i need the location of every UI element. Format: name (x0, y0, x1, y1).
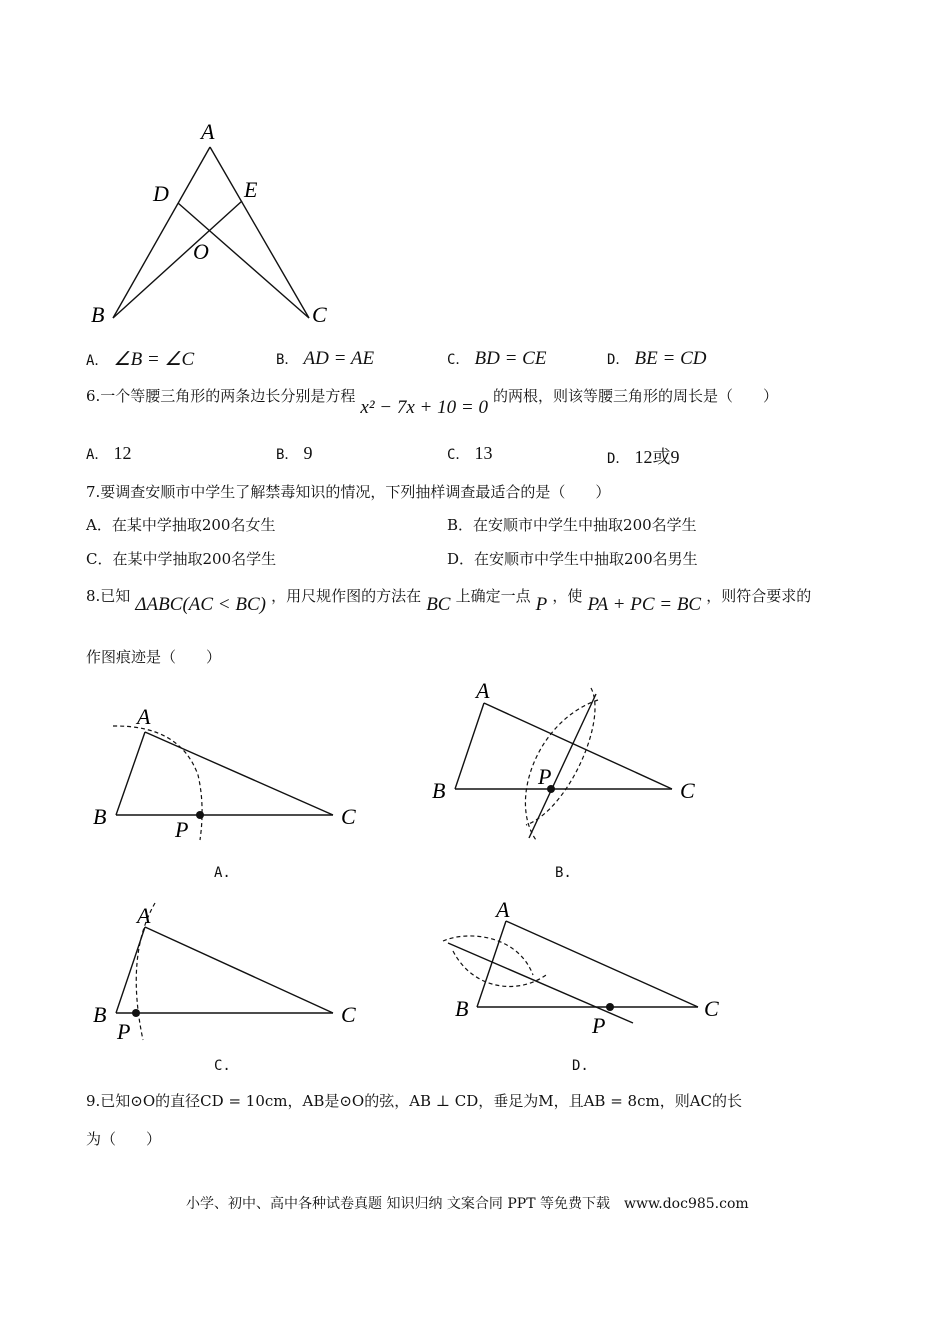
q8-text-1: 8.已知 (86, 587, 131, 605)
q8a-label-A: A (137, 704, 151, 729)
q5-label-E: E (244, 177, 258, 202)
q8-figure-c-caption: C. (214, 1058, 231, 1074)
q9-stem-line1: 9.已知⊙O的直径CD = 10cm，AB是⊙O的弦，AB ⊥ CD，垂足为M，且AB = 8cm，则AC的长 (86, 1092, 743, 1110)
q6-option-d-letter: D． (607, 451, 630, 467)
q6-option-c-value: 13 (474, 443, 493, 463)
q8b-label-B: B (432, 778, 446, 803)
q7-option-b-text: 在安顺市中学生中抽取200名学生 (473, 516, 697, 534)
q6-option-a-letter: A． (86, 447, 109, 463)
q5-label-O: O (193, 239, 209, 264)
q8-figure-b (428, 680, 718, 845)
q9-stem-line2: 为（ ） (86, 1130, 162, 1148)
q6-option-c (447, 443, 493, 464)
q7-option-c-letter: C． (86, 550, 113, 568)
page-footer: 小学、初中、高中各种试卷真题 知识归纳 文案合同 PPT 等免费下载 www.doc985.com (186, 1196, 749, 1212)
q6-prefix: 6.一个等腰三角形的两条边长分别是方程 (86, 387, 356, 405)
q8-stem (86, 585, 812, 615)
q5-option-b-letter: B． (276, 352, 299, 368)
q8c-label-B: B (93, 1002, 107, 1027)
q6-equation: x² − 7x + 10 = 0 (360, 397, 488, 418)
q8a-label-B: B (93, 804, 107, 829)
q8b-label-A: A (476, 680, 490, 703)
q8-stem-line2: 作图痕迹是（ ） (86, 648, 222, 666)
q5-option-c-expr: BD = CE (474, 348, 547, 369)
q5-figure (80, 115, 350, 335)
q5-option-d (607, 348, 706, 370)
q5-label-B: B (91, 302, 105, 327)
q5-label-D: D (153, 181, 169, 206)
q8-figure-c (85, 895, 375, 1045)
q8-math-2: BC (426, 594, 451, 615)
q6-option-d (607, 443, 680, 469)
q8-text-5: ，则符合要求的 (706, 587, 812, 605)
q5-option-a (86, 348, 194, 371)
q5-label-C: C (312, 302, 327, 327)
q6-option-d-value: 12或9 (634, 447, 680, 467)
q5-option-b (276, 348, 374, 370)
q7-option-d-text: 在安顺市中学生中抽取200名男生 (474, 550, 698, 568)
q6-option-a (86, 443, 132, 464)
q6-option-b-value: 9 (303, 443, 313, 463)
q7-option-a (86, 514, 275, 535)
q8-math-3: P (535, 594, 548, 615)
q8a-label-P: P (175, 817, 189, 842)
q8-math-1: ΔABC(AC < BC) (135, 594, 266, 615)
q5-option-d-letter: D． (607, 352, 630, 368)
q6-option-b-letter: B． (276, 447, 299, 463)
q8-figure-d (428, 895, 728, 1045)
q5-option-b-expr: AD = AE (303, 348, 375, 369)
q6-option-a-value: 12 (113, 443, 132, 463)
q6-option-b (276, 443, 313, 464)
q8c-label-A: A (137, 903, 151, 928)
q5-option-d-expr: BE = CD (634, 348, 707, 369)
q8c-label-C: C (341, 1002, 356, 1027)
q8c-label-P: P (117, 1019, 131, 1044)
q5-option-a-expr: ∠B = ∠C (113, 349, 195, 370)
q8-math-4: PA + PC = BC (587, 594, 702, 615)
q8b-label-C: C (680, 778, 695, 803)
q8d-label-C: C (704, 996, 719, 1021)
q7-option-a-text: 在某中学抽取200名女生 (111, 516, 276, 534)
q5-option-c-letter: C． (447, 352, 470, 368)
q8-text-3: 上确定一点 (455, 587, 531, 605)
q8d-label-P: P (592, 1013, 606, 1038)
q8-figure-b-caption: B. (555, 865, 572, 881)
q7-option-d-letter: D． (447, 550, 475, 568)
q6-option-c-letter: C． (447, 447, 470, 463)
q8-text-2: ，用尺规作图的方法在 (271, 587, 422, 605)
q7-option-c-text: 在某中学抽取200名学生 (112, 550, 277, 568)
q7-option-b-letter: B． (447, 516, 474, 534)
q8-figure-a (85, 700, 375, 850)
q8-figure-d-caption: D. (572, 1058, 589, 1074)
q8b-label-P: P (538, 764, 552, 789)
q7-option-a-letter: A． (86, 516, 112, 534)
q5-option-c (447, 348, 546, 370)
q8-figure-a-caption: A. (214, 865, 231, 881)
q8-text-4: ，使 (552, 587, 583, 605)
q7-option-c (86, 548, 276, 569)
q7-option-d (447, 548, 698, 569)
q5-option-a-letter: A． (86, 353, 109, 369)
q8d-label-A: A (496, 897, 510, 922)
q8a-label-C: C (341, 804, 356, 829)
q6-stem (86, 385, 779, 418)
q6-suffix: 的两根，则该等腰三角形的周长是（ ） (493, 387, 779, 405)
q7-option-b (447, 514, 697, 535)
q8d-label-B: B (455, 996, 469, 1021)
q5-label-A: A (201, 119, 215, 144)
q7-stem: 7.要调查安顺市中学生了解禁毒知识的情况，下列抽样调查最适合的是（ ） (86, 483, 611, 501)
